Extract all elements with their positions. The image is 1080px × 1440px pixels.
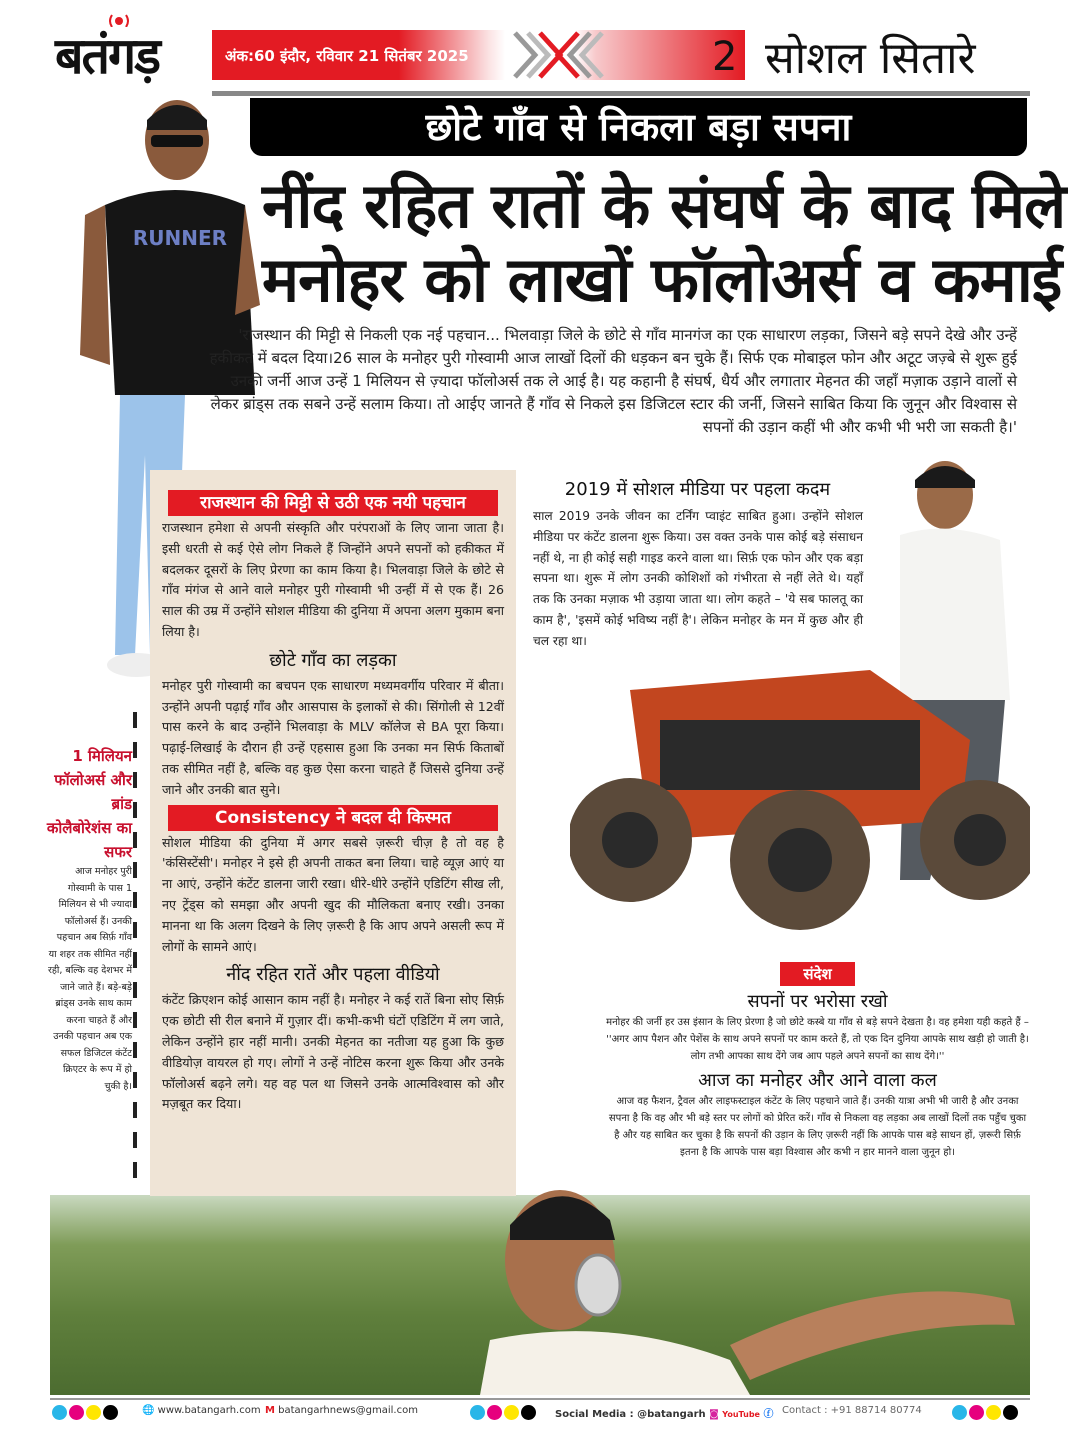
section-body-2: मनोहर पुरी गोस्वामी का बचपन एक साधारण मध्यमवर्गीय परिवार में बीता। उन्होंने अपनी पढ़ाई गाँव और आसपास के इलाकों से की। सिंगोली से 12वीं पास करने के बाद उन्होंने भिलवाड़ा के MLV कॉलेज से BA पूरा किया। पढ़ाई-लिखाई के दौरान ही उन्हें एहसास हुआ कि उनका मन सिर्फ किताबों तक सीमित नहीं है, बल्कि वह कुछ ऐसा करना चाहते हैं जिससे दुनिया उन्हें जाने और उनकी बात सुने। — [162, 677, 504, 797]
logo-signal-icon — [108, 12, 130, 26]
headline-line-1: नींद रहित रातों के संघर्ष के बाद मिले — [262, 169, 1066, 242]
divider — [212, 91, 1030, 96]
section-heading-4: नींद रहित रातें और पहला वीडियो — [226, 964, 440, 986]
message-heading: सपनों पर भरोसा रखो — [747, 991, 888, 1012]
page-number: 2 — [712, 34, 738, 80]
chevron-decoration-icon — [510, 30, 605, 80]
instagram-icon[interactable]: ◙ — [709, 1409, 719, 1420]
section-heading-2: छोटे गाँव का लड़का — [269, 649, 397, 671]
facebook-icon[interactable]: ⓕ — [763, 1409, 774, 1420]
article-box — [150, 470, 516, 1196]
message-tag: संदेश — [780, 962, 855, 986]
future-body: आज वह फैशन, ट्रैवल और लाइफस्टाइल कंटेंट के लिए पहचाने जाते हैं। उनकी यात्रा अभी भी जारी है और उनका सपना है कि वह और भी बड़े स्तर पर लोगों को प्रेरित करें। गाँव से निकला वह लड़का अब लाखों दिलों तक पहुँच चुका है और यह साबित कर चुका है कि सपनों की उड़ान के लिए ज़रूरी नहीं कि आपके पास बड़े साधन हों, ज़रूरी सिर्फ़ इतना है कि आपके पास बड़ा विश्वास और कभी न हार मानने वाला जुनून हो। — [608, 1096, 1027, 1158]
sidebar-body: आज मनोहर पुरी गोस्वामी के पास 1 मिलियन से भी ज्यादा फॉलोअर्स हैं। उनकी पहचान अब सिर्फ़ गाँव या शहर तक सीमित नहीं रही, बल्कि वह देशभर में जाने जाते हैं। बड़े-बड़े ब्रांड्स उनके साथ काम करना चाहते हैं और उनकी पहचान अब एक सफल डिजिटल कंटेंट क्रिएटर के रूप में हो चुकी है। — [47, 866, 132, 1092]
issue-line: अंक:60 इंदौर, रविवार 21 सितंबर 2025 — [225, 47, 469, 65]
headline-line-2: मनोहर को लाखों फॉलोअर्स व कमाई — [262, 243, 1062, 316]
contact-info: Contact : +91 88714 80774 — [782, 1405, 922, 1416]
section-body-1: राजस्थान हमेशा से अपनी संस्कृति और परंपराओं के लिए जाना जाता है। इसी धरती से कई ऐसे लोग निकले हैं जिन्होंने अपने सपनों को हकीकत में बदलकर दूसरों के लिए प्रेरणा का काम किया है। भिलवाड़ा जिले के छोटे से गाँव मंगंज से आने वाले मनोहर पुरी गोस्वामी भी उन्हीं में से एक हैं। 26 साल की उम्र में उन्होंने सोशल मीडिया की दुनिया में अपना अलग मुकाम बना लिया है। — [162, 520, 504, 639]
social-media[interactable] — [555, 1405, 773, 1420]
section-title: सोशल सितारे — [765, 33, 976, 84]
newspaper-logo: बतंगड़ — [55, 27, 159, 85]
message-body: मनोहर की जर्नी हर उस इंसान के लिए प्रेरणा है जो छोटे कस्बे या गाँव से बड़े सपने देखता है। वह हमेशा यही कहते हैं – ''अगर आप पैशन और पेशेंस के साथ अपने सपनों पर काम करते हैं, तो एक दिन दुनिया आपके साथ खड़ी हो जाती है। लोग तभी आपका साथ देंगे जब आप पहले अपने सपनों का साथ देंगे।'' — [606, 1017, 1029, 1062]
dashed-divider — [133, 712, 137, 1182]
gmail-icon: M — [265, 1405, 275, 1416]
globe-icon: 🌐 — [142, 1405, 155, 1416]
email-link[interactable] — [265, 1405, 418, 1416]
section-heading-5: 2019 में सोशल मीडिया पर पहला कदम — [564, 479, 831, 500]
sidebar-heading: 1 मिलियन फॉलोअर्स और ब्रांड कोलैबोरेशंस का सफर — [46, 747, 132, 861]
footer-divider — [50, 1398, 1030, 1400]
kicker-banner: छोटे गाँव से निकला बड़ा सपना — [250, 98, 1027, 156]
social-text: Social Media : @batangarh — [555, 1409, 706, 1420]
registration-marks — [52, 1405, 120, 1424]
section-body-4: कंटेंट क्रिएशन कोई आसान काम नहीं है। मनोहर ने कई रातें बिना सोए सिर्फ़ एक छोटी सी रील बनाने में गुज़ार दीं। कभी-कभी घंटों एडिटिंग में लग जाते, लेकिन उन्होंने हार नहीं मानी। उनकी मेहनत का नतीजा यह हुआ कि कुछ वीडियोज़ वायरल हो गए। लोगों ने उन्हें नोटिस करना शुरू किया और उनके फॉलोअर्स बढ़ने लगे। यह वह पल था जिसने उनके आत्मविश्वास को और मज़बूत कर दिया। — [162, 992, 504, 1112]
registration-marks-right — [952, 1405, 1020, 1424]
youtube-icon[interactable]: YouTube — [722, 1410, 760, 1419]
website-link[interactable] — [142, 1405, 261, 1416]
sidebar-box — [46, 744, 132, 1095]
website-text: www.batangarh.com — [157, 1405, 261, 1416]
email-text: batangarhnews@gmail.com — [278, 1405, 418, 1416]
registration-marks-center — [470, 1405, 538, 1424]
future-heading: आज का मनोहर और आने वाला कल — [698, 1070, 937, 1091]
section-body-3: सोशल मीडिया की दुनिया में अगर सबसे ज़रूरी चीज़ है तो वह है 'कंसिस्टेंसी'। मनोहर ने इसे ही अपनी ताकत बना लिया। चाहे व्यूज़ आएं या ना आएं, उन्होंने कंटेंट डालना जारी रखा। धीरे-धीरे उन्होंने एडिटिंग सीख ली, नए ट्रेंड्स को समझा और अपनी खुद की मौलिकता बनाए रखी। उनका मानना था कि अलग दिखने के लिए ज़रूरी है कि आप अपने असली रूप में लोगों के सामने आएं। — [162, 834, 504, 954]
section-heading-3: Consistency ने बदल दी किस्मत — [168, 805, 498, 831]
section-body-5: साल 2019 उनके जीवन का टर्निंग प्वाइंट साबित हुआ। उन्होंने सोशल मीडिया पर कंटेंट डालना शुरू किया। उस वक्त उनके पास कोई बड़े संसाधन नहीं थे, ना ही कोई सही गाइड करने वाला था। सिर्फ़ एक फोन और एक बड़ा सपना था। शुरू में लोग उनकी कोशिशों को गंभीरता से नहीं लेते थे। यहाँ तक कि उनका मज़ाक भी उड़ाया जाता था। लोग कहते – 'ये सब फालतू का काम है', 'इसमें कोई भविष्य नहीं है'। लेकिन मनोहर के मन में कुछ और ही चल रहा था। — [533, 509, 863, 648]
lede-paragraph: 'राजस्थान की मिट्टी से निकली एक नई पहचान... भिलवाड़ा जिले के छोटे से गाँव मानगंज का एक साधारण लड़का, जिसने बड़े सपने देखे और उन्हें हकीकत में बदल दिया।26 साल के मनोहर पुरी गोस्वामी आज लाखों दिलों की धड़कन बन चुके हैं। सिर्फ एक मोबाइल फोन और अटूट जज़्बे से शुरू हुई उनकी जर्नी आज उन्हें 1 मिलियन से ज़्यादा फॉलोअर्स तक ले आई है। यह कहानी है संघर्ष, धैर्य और लगातार मेहनत की जहाँ मज़ाक उड़ाने वालों से लेकर ब्रांड्स तक सबने उन्हें सलाम किया। तो आईए जानते हैं गाँव से निकले इस डिजिटल स्टार की जर्नी, जिसने साबित किया कि जुनून और विश्वास से सपनों की उड़ान कहीं भी और कभी भी भरी जा सकती है।' — [209, 326, 1017, 436]
section-heading-1: राजस्थान की मिट्टी से उठी एक नयी पहचान — [168, 490, 498, 516]
svg-text:RUNNER: RUNNER — [132, 226, 228, 250]
message-column — [605, 962, 1030, 1161]
